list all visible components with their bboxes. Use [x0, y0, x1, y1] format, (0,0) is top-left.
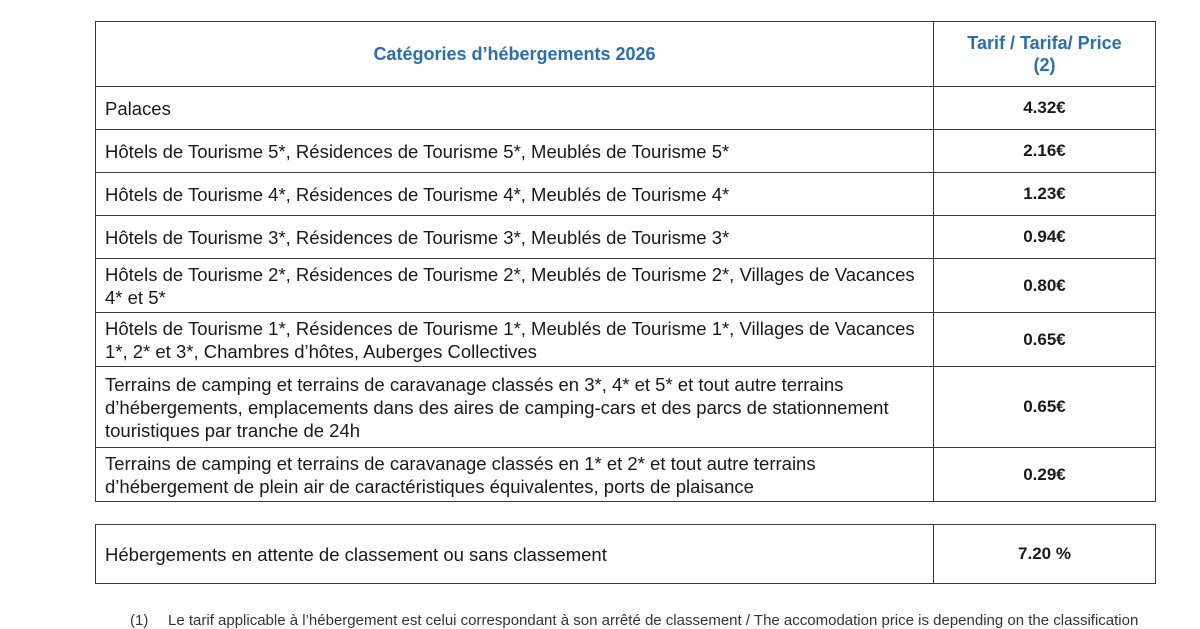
- price-header-line2: (2): [1033, 55, 1056, 75]
- table-row: [96, 130, 1156, 173]
- table-row: [96, 367, 1156, 448]
- unclassified-category: Hébergements en attente de classement ou sans classement: [96, 525, 934, 584]
- tariff-table: [95, 21, 1156, 502]
- table-row: [96, 259, 1156, 313]
- row-price: 1.23€: [934, 173, 1156, 216]
- row-category: Hôtels de Tourisme 1*, Résidences de Tourisme 1*, Meublés de Tourisme 1*, Villages de Vacances 1*, 2* et 3*, Chambres d’hôtes, Auberges Collectives: [96, 313, 934, 367]
- row-category: Hôtels de Tourisme 5*, Résidences de Tourisme 5*, Meublés de Tourisme 5*: [96, 130, 934, 173]
- row-category: Hôtels de Tourisme 4*, Résidences de Tourisme 4*, Meublés de Tourisme 4*: [96, 173, 934, 216]
- unclassified-price: 7.20 %: [934, 525, 1156, 584]
- table-row: [96, 173, 1156, 216]
- row-price: 4.32€: [934, 87, 1156, 130]
- price-header-line1: Tarif / Tarifa/ Price: [967, 33, 1122, 53]
- table-row: [96, 525, 1156, 584]
- row-category: Hôtels de Tourisme 3*, Résidences de Tourisme 3*, Meublés de Tourisme 3*: [96, 216, 934, 259]
- row-category: Hôtels de Tourisme 2*, Résidences de Tourisme 2*, Meublés de Tourisme 2*, Villages de Vacances 4* et 5*: [96, 259, 934, 313]
- row-price: 2.16€: [934, 130, 1156, 173]
- row-price: 0.80€: [934, 259, 1156, 313]
- row-category: Terrains de camping et terrains de caravanage classés en 3*, 4* et 5* et tout autre terrains d’hébergements, emplacements dans des aires de camping-cars et des parcs de stationnement touristiques par tranche de 24h: [96, 367, 934, 448]
- price-column-header: [934, 22, 1156, 87]
- row-price: 0.65€: [934, 313, 1156, 367]
- row-price: 0.94€: [934, 216, 1156, 259]
- row-category: Palaces: [96, 87, 934, 130]
- table-header-row: [96, 22, 1156, 87]
- row-category: Terrains de camping et terrains de caravanage classés en 1* et 2* et tout autre terrains d’hébergement de plein air de caractéristiques équivalentes, ports de plaisance: [96, 448, 934, 502]
- row-price: 0.29€: [934, 448, 1156, 502]
- footnote-number: (1): [130, 612, 149, 629]
- footnote: [130, 612, 1200, 629]
- table-row: [96, 448, 1156, 502]
- table-row: [96, 216, 1156, 259]
- footnote-text: Le tarif applicable à l’hébergement est celui correspondant à son arrêté de classement / The accomodation price is depending on the classification: [168, 612, 1139, 629]
- table-row: [96, 313, 1156, 367]
- row-price: 0.65€: [934, 367, 1156, 448]
- unclassified-table: [95, 524, 1156, 584]
- category-column-header: Catégories d’hébergements 2026: [96, 22, 934, 87]
- table-row: [96, 87, 1156, 130]
